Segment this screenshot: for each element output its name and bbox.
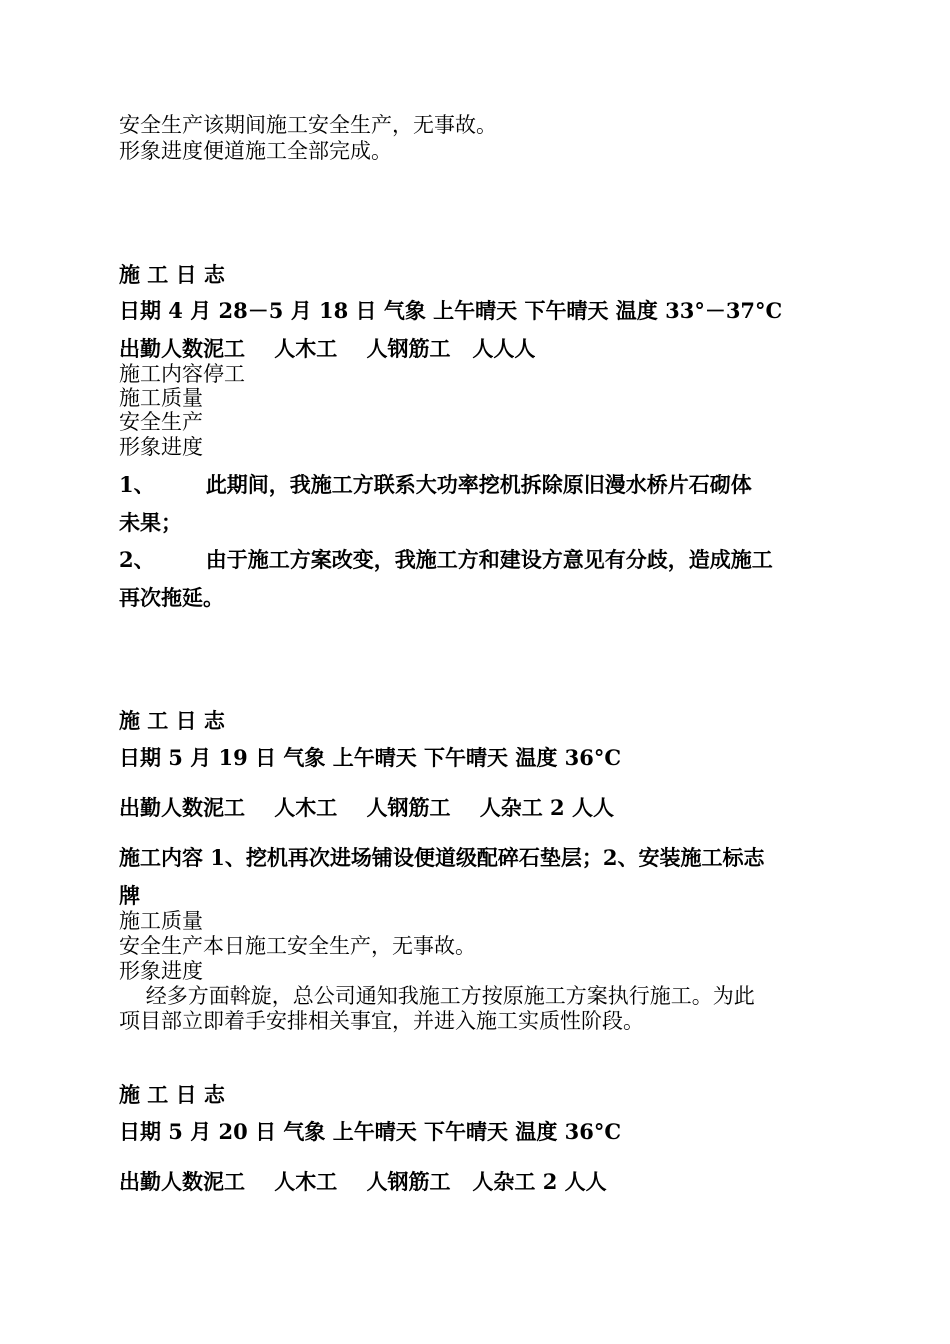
content-line: 施工内容 1、挖机再次进场铺设便道级配碎石垫层；2、安装施工标志: [119, 845, 765, 870]
date-weather-line: 日期 5 月 19 日 气象 上午晴天 下午晴天 温度 36°C: [119, 745, 622, 770]
quality-line: 施工质量: [119, 386, 203, 410]
numbered-item: 1、 此期间，我施工方联系大功率挖机拆除原旧漫水桥片石砌体: [119, 472, 752, 497]
quality-line: 施工质量: [119, 909, 203, 933]
log-title: 施 工 日 志: [119, 262, 225, 287]
log-title: 施 工 日 志: [119, 708, 225, 733]
progress-line: 形象进度便道施工全部完成。: [119, 139, 392, 163]
log-title: 施 工 日 志: [119, 1082, 225, 1107]
safety-line: 安全生产该期间施工安全生产，无事故。: [119, 113, 497, 137]
safety-line: 安全生产本日施工安全生产，无事故。: [119, 934, 476, 958]
content-line: 施工内容停工: [119, 362, 245, 386]
date-weather-line: 日期 4 月 28－5 月 18 日 气象 上午晴天 下午晴天 温度 33°－37°C: [119, 298, 783, 323]
paragraph-line: 项目部立即着手安排相关事宜，并进入施工实质性阶段。: [119, 1009, 644, 1033]
content-line-continuation: 牌: [119, 883, 140, 908]
attendance-line: 出勤人数泥工 人木工 人钢筋工 人杂工 2 人人: [119, 1169, 607, 1194]
progress-line: 形象进度: [119, 435, 203, 459]
numbered-item-continuation: 再次拖延。: [119, 585, 224, 610]
progress-line: 形象进度: [119, 959, 203, 983]
date-weather-line: 日期 5 月 20 日 气象 上午晴天 下午晴天 温度 36°C: [119, 1119, 622, 1144]
safety-line: 安全生产: [119, 410, 203, 434]
attendance-line: 出勤人数泥工 人木工 人钢筋工 人杂工 2 人人: [119, 795, 614, 820]
numbered-item-continuation: 未果；: [119, 510, 182, 535]
numbered-item: 2、 由于施工方案改变，我施工方和建设方意见有分歧，造成施工: [119, 547, 773, 572]
attendance-line: 出勤人数泥工 人木工 人钢筋工 人人人: [119, 336, 536, 361]
paragraph-line: 经多方面斡旋，总公司通知我施工方按原施工方案执行施工。为此: [119, 984, 755, 1008]
